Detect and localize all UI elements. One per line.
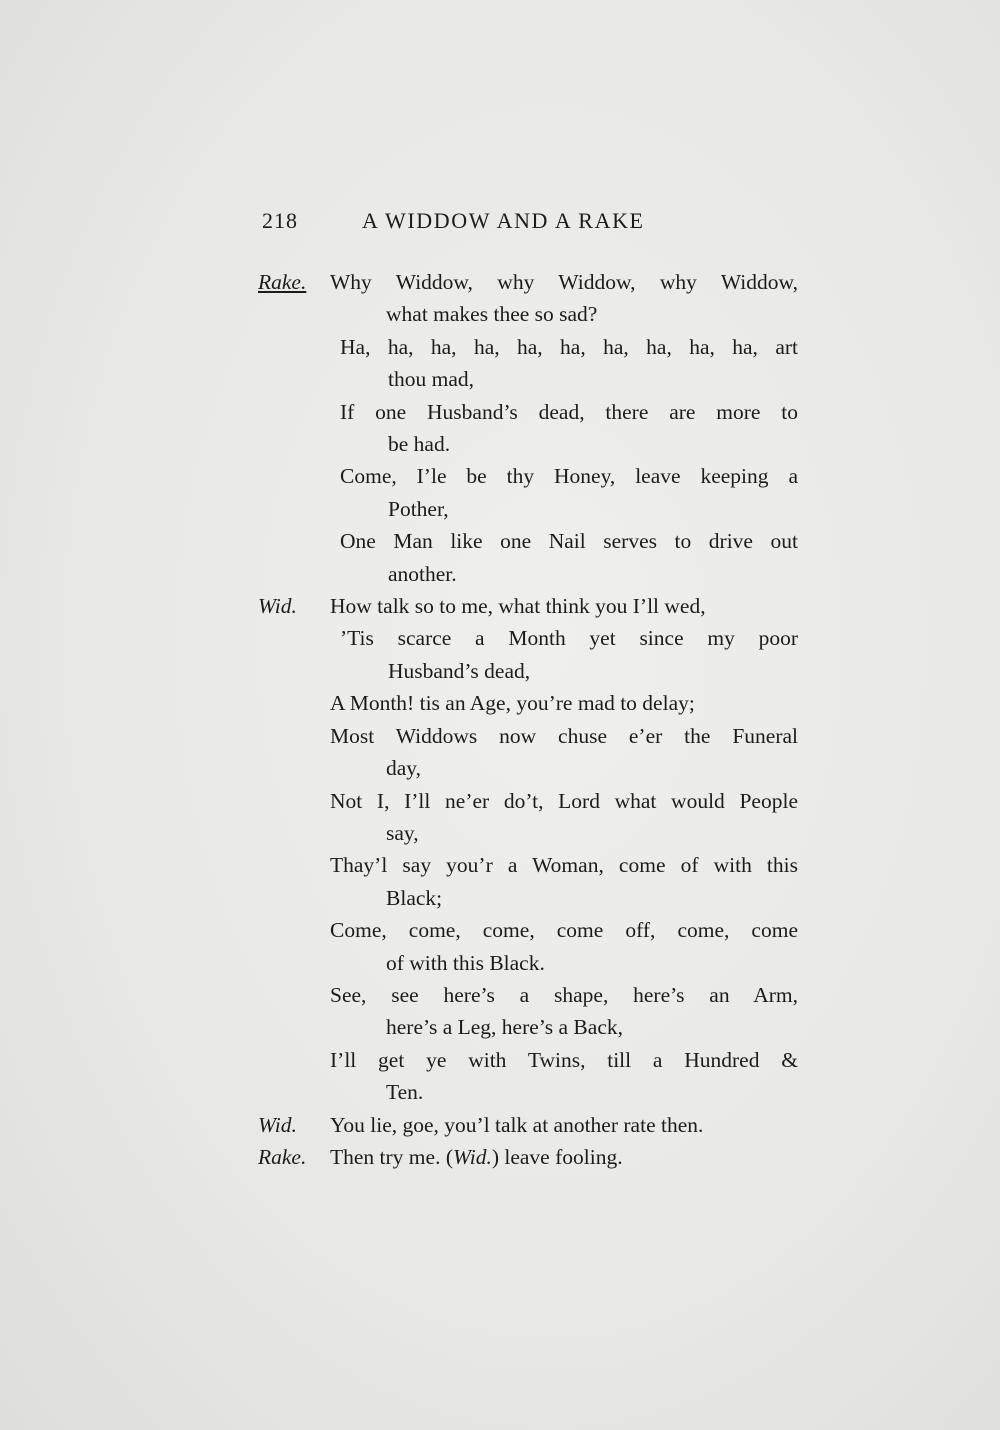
speech-widdow — [258, 590, 798, 1109]
verse-line-continuation: another. — [388, 561, 457, 586]
verse-text-part: Then try me. ( — [330, 1144, 453, 1169]
verse-line-text: A Month! tis an Age, you’re mad to delay; — [330, 691, 695, 716]
verse-line — [258, 720, 798, 785]
verse-line-text: One Man like one Nail serves to drive out — [340, 529, 798, 554]
verse-line-text: I’ll get ye with Twins, till a Hundred & — [330, 1047, 798, 1072]
verse-line — [258, 914, 798, 979]
speaker-label: Wid. — [258, 1112, 297, 1137]
verse-line-continuation: Black; — [386, 885, 443, 910]
verse-line-continuation: thou mad, — [388, 367, 474, 392]
running-header — [262, 208, 702, 244]
verse-line-text: Ha, ha, ha, ha, ha, ha, ha, ha, ha, ha, art — [340, 334, 798, 359]
verse-line — [258, 1109, 798, 1141]
verse-line-text: ’Tis scarce a Month yet since my poor — [340, 626, 798, 651]
verse-line-continuation: day, — [386, 756, 422, 781]
verse-line-continuation: here’s a Leg, here’s a Back, — [386, 1015, 623, 1040]
verse-line-continuation: say, — [386, 820, 419, 845]
verse-line-text: Most Widdows now chuse e’er the Funeral — [330, 723, 798, 748]
speaker-label: Wid. — [258, 594, 297, 619]
verse-line — [258, 979, 798, 1044]
speech-rake — [258, 1141, 798, 1173]
running-title: A WIDDOW AND A RAKE — [362, 208, 645, 233]
speech-rake — [258, 266, 798, 590]
verse-line — [258, 460, 798, 525]
verse-line — [258, 687, 798, 719]
verse-line-continuation: Husband’s dead, — [388, 658, 531, 683]
verse-text-part: ) leave fooling. — [491, 1144, 623, 1169]
page-number: 218 — [262, 208, 298, 233]
verse-line — [258, 266, 798, 331]
verse-line — [258, 622, 798, 687]
verse-line-text: If one Husband’s dead, there are more to — [340, 399, 798, 424]
verse-line-continuation: Pother, — [388, 496, 449, 521]
verse-line — [258, 1141, 798, 1173]
verse-line-continuation: of with this Black. — [386, 950, 545, 975]
speaker-label: Rake. — [258, 270, 307, 294]
verse-line-text: Come, I’le be thy Honey, leave keeping a — [340, 464, 798, 489]
verse-line-text: See, see here’s a shape, here’s an Arm, — [330, 982, 798, 1007]
verse-line-text: Come, come, come, come off, come, come — [330, 918, 798, 943]
verse-line-continuation: Ten. — [386, 1080, 424, 1105]
verse-line-text: You lie, goe, you’l talk at another rate then. — [330, 1112, 704, 1137]
verse-line — [258, 331, 798, 396]
verse-line-continuation: what makes thee so sad? — [386, 302, 598, 327]
verse-line-continuation: be had. — [388, 432, 451, 457]
verse-line — [258, 590, 798, 622]
verse-line-text: Why Widdow, why Widdow, why Widdow, — [330, 270, 798, 294]
inline-speaker-cue: Wid. — [453, 1144, 492, 1169]
verse-line — [258, 396, 798, 461]
verse-line-text: How talk so to me, what think you I’ll wed, — [330, 594, 706, 619]
verse-line-text — [330, 1141, 798, 1173]
verse-line — [258, 785, 798, 850]
speaker-label: Rake. — [258, 1144, 307, 1169]
verse-line-text: Thay’l say you’r a Woman, come of with this — [330, 853, 798, 878]
speech-widdow — [258, 1109, 798, 1141]
verse-line — [258, 525, 798, 590]
play-text — [258, 266, 798, 1173]
verse-line-text: Not I, I’ll ne’er do’t, Lord what would People — [330, 788, 798, 813]
verse-line — [258, 1044, 798, 1109]
verse-line — [258, 849, 798, 914]
